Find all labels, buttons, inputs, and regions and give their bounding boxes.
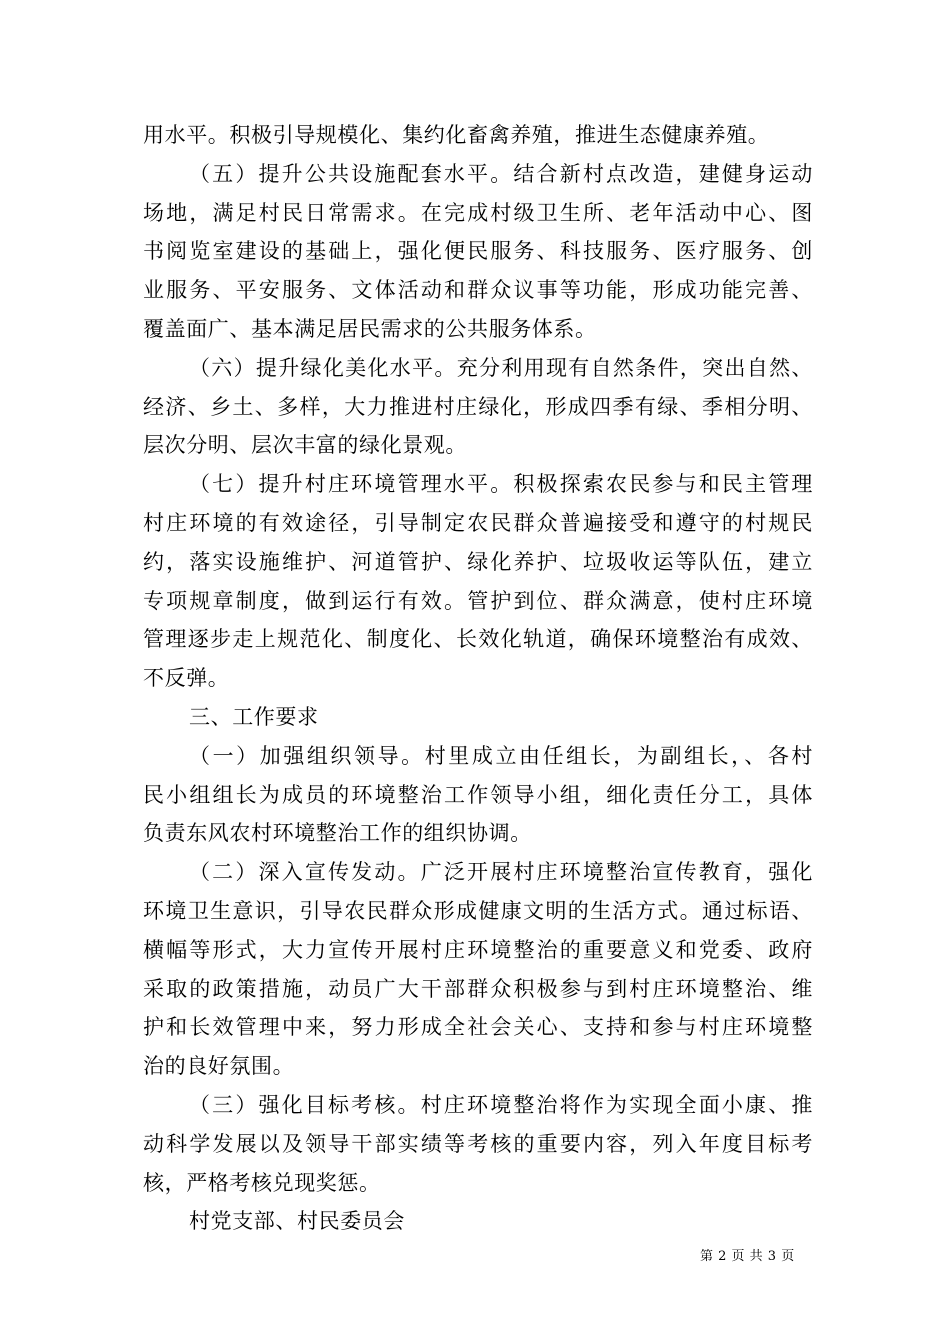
text-line: 村庄环境的有效途径，引导制定农民群众普遍接受和遵守的村规民 (143, 510, 813, 535)
text-line: 书阅览室建设的基础上，强化便民服务、科技服务、医疗服务、创 (143, 239, 813, 264)
text-line: 村党支部、村民委员会 (189, 1209, 405, 1234)
text-line: 不反弹。 (143, 666, 230, 691)
text-line: 治的良好氛围。 (143, 1054, 295, 1079)
text-line: 业服务、平安服务、文体活动和群众议事等功能，形成功能完善、 (143, 278, 813, 303)
text-line: （五）提升公共设施配套水平。结合新村点改造，建健身运动 (189, 161, 813, 186)
text-line: 层次分明、层次丰富的绿化景观。 (143, 433, 467, 458)
text-line: 护和长效管理中来，努力形成全社会关心、支持和参与村庄环境整 (143, 1015, 813, 1040)
text-line: （七）提升村庄环境管理水平。积极探索农民参与和民主管理 (189, 472, 813, 497)
text-line: 民小组组长为成员的环境整治工作领导小组，细化责任分工，具体 (143, 782, 813, 807)
text-line: 横幅等形式，大力宣传开展村庄环境整治的重要意义和党委、政府 (143, 937, 813, 962)
text-line: 采取的政策措施，动员广大干部群众积极参与到村庄环境整治、维 (143, 976, 813, 1001)
text-line: （一）加强组织领导。村里成立由任组长，为副组长，、各村 (189, 743, 813, 768)
text-line: 场地，满足村民日常需求。在完成村级卫生所、老年活动中心、图 (143, 200, 813, 225)
document-body (143, 116, 813, 1241)
text-line: 约，落实设施维护、河道管护、绿化养护、垃圾收运等队伍，建立 (143, 549, 813, 574)
text-line: （三）强化目标考核。村庄环境整治将作为实现全面小康、推 (189, 1092, 813, 1117)
text-line: 核，严格考核兑现奖惩。 (143, 1170, 381, 1195)
text-line: 覆盖面广、基本满足居民需求的公共服务体系。 (143, 316, 597, 341)
text-line: 动科学发展以及领导干部实绩等考核的重要内容，列入年度目标考 (143, 1131, 813, 1156)
text-line: 环境卫生意识，引导农民群众形成健康文明的生活方式。通过标语、 (143, 898, 813, 923)
text-line: 三、工作要求 (189, 704, 319, 729)
text-line: （六）提升绿化美化水平。充分利用现有自然条件，突出自然、 (189, 355, 813, 380)
text-line: 管理逐步走上规范化、制度化、长效化轨道，确保环境整治有成效、 (143, 627, 813, 652)
text-line: 专项规章制度，做到运行有效。管护到位、群众满意，使村庄环境 (143, 588, 813, 613)
text-line: 用水平。积极引导规模化、集约化畜禽养殖，推进生态健康养殖。 (143, 123, 770, 147)
text-line: 负责东风农村环境整治工作的组织协调。 (143, 821, 532, 846)
page-number: 第 2 页 共 3 页 (700, 1249, 795, 1264)
text-line: 经济、乡土、多样，大力推进村庄绿化，形成四季有绿、季相分明、 (143, 394, 813, 419)
text-line: （二）深入宣传发动。广泛开展村庄环境整治宣传教育，强化 (189, 860, 813, 885)
